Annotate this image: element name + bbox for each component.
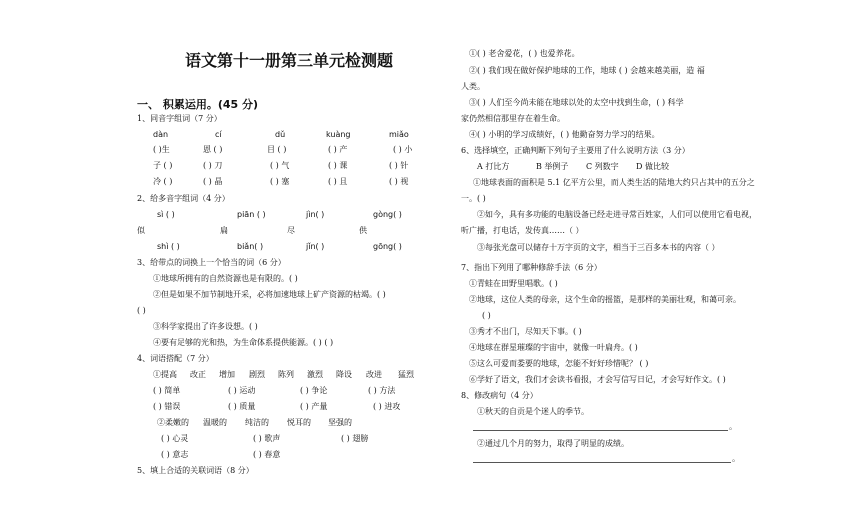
q8-label: 8、修改病句（4 分） <box>461 391 538 400</box>
blank-cell: ( ) 小 <box>393 145 413 154</box>
polyphone-char: 扁 <box>220 226 228 235</box>
question-item: ①青蛙在田野里唱歌。( ) <box>469 279 558 288</box>
word-option: 猛烈 <box>398 370 414 379</box>
pinyin: dàn <box>153 130 169 139</box>
question-item: ④要有足够的光和热，为生命体系提供能源。( ) ( ) <box>153 338 334 347</box>
blank-cell: ( ) 且 <box>328 177 348 186</box>
polyphone-row: gōng( ) <box>373 242 402 251</box>
q6-label: 6、选择填空，正确判断下列句子主要用了什么说明方法（3 分） <box>461 146 690 155</box>
question-item: ③秀才不出门，尽知天下事。( ) <box>469 327 582 336</box>
line-period: 。 <box>732 454 740 463</box>
word-option: 陈列 <box>278 370 294 379</box>
blank-cell: ( ) 塞 <box>270 177 290 186</box>
match-blank: ( ) 方法 <box>368 386 396 395</box>
question-item: ( ) <box>482 311 491 320</box>
question-item: ①( ) 老舍爱花，( ) 也爱养花。 <box>469 49 580 58</box>
word-option: 降设 <box>336 370 352 379</box>
choice-option: C 列数字 <box>586 162 619 171</box>
pinyin: kuàng <box>326 130 351 139</box>
match-blank: ( ) 进攻 <box>373 402 401 411</box>
blank-cell: ( ) 视 <box>389 177 409 186</box>
match-blank: ( ) 质量 <box>228 402 256 411</box>
question-item: ④( ) 小明的学习成绩好，( ) 他勤奋努力学习的结果。 <box>469 130 660 139</box>
blank-cell: ( ) 气 <box>270 161 290 170</box>
answer-line[interactable] <box>473 430 728 431</box>
polyphone-char: 供 <box>359 226 367 235</box>
polyphone-row: sì ( ) <box>157 210 175 219</box>
match-blank: ( ) 错误 <box>153 402 181 411</box>
blank-cell: ( ) 针 <box>389 161 409 170</box>
line-period: 。 <box>729 422 737 431</box>
blank-cell: 目 ( ) <box>267 145 287 154</box>
match-blank: ( ) 争论 <box>300 386 328 395</box>
question-item: 人类。 <box>461 82 485 91</box>
word-option: 剧烈 <box>249 370 265 379</box>
word-option: 增加 <box>219 370 235 379</box>
word-option: 改进 <box>366 370 382 379</box>
question-item: ⑤这么可爱而娄要的地球，怎能不好好珍惜呢？ ( ) <box>469 359 649 368</box>
choice-option: A 打比方 <box>477 162 510 171</box>
match-blank: ( ) 产量 <box>300 402 328 411</box>
question-item: 听广播，打电话，发传真……（ ） <box>461 226 584 235</box>
match-blank: ( ) 春意 <box>253 450 281 459</box>
question-item: ②通过几个月的努力，取得了明显的成绩。 <box>477 439 629 448</box>
choice-option: D 做比较 <box>636 162 669 171</box>
pinyin: miǎo <box>389 130 409 139</box>
match-blank: ( ) 运动 <box>228 386 256 395</box>
polyphone-row: biǎn( ) <box>237 242 264 251</box>
blank-cell: ( ) 产 <box>328 145 348 154</box>
pinyin: dǔ <box>275 130 286 139</box>
word-option: 激烈 <box>307 370 323 379</box>
question-item: 一。( ) <box>461 194 486 203</box>
polyphone-row: gòng( ) <box>373 210 402 219</box>
match-blank: ( ) 歌声 <box>253 434 281 443</box>
question-item: ①地球表面的面积是 5.1 亿平方公里，而人类生活的陆地大约只占其中的五分之 <box>473 178 755 187</box>
question-item: 家仍然相信那里存在着生命。 <box>461 114 565 123</box>
question-item: ③每张光盘可以储存十万字页的文字，相当于三百多本书的内容（ ） <box>477 243 720 252</box>
pinyin: cí <box>215 130 222 139</box>
word-option: 改正 <box>190 370 206 379</box>
match-blank: ( ) 心灵 <box>161 434 189 443</box>
section-heading: 一、 积累运用。(45 分) <box>137 98 259 111</box>
question-item: ③( ) 人们至今尚未能在地球以处的太空中找到生命，( ) 科学 <box>469 98 684 107</box>
polyphone-row: piān ( ) <box>237 210 266 219</box>
word-option: 坚强的 <box>328 418 352 427</box>
match-blank: ( ) 意志 <box>161 450 189 459</box>
word-option: 温暖的 <box>203 418 227 427</box>
choice-option: B 举例子 <box>536 162 569 171</box>
question-item: ②但是如果不加节制地开采，必将加速地球上矿产资源的枯竭。( ) <box>153 290 386 299</box>
polyphone-char: 尽 <box>287 226 295 235</box>
q5-label: 5、填上合适的关联词语（8 分） <box>137 466 254 475</box>
answer-line[interactable] <box>473 462 731 463</box>
q1-label: 1、同音字组词（7 分） <box>137 114 222 123</box>
blank-cell: ( ) 课 <box>328 161 348 170</box>
blank-cell: ( )生 <box>153 145 170 154</box>
question-item: ②如今，具有多功能的电脑设备已经走进寻常百姓家，人们可以使用它看电视， <box>477 210 757 219</box>
word-option: 纯洁的 <box>245 418 269 427</box>
q4-label: 4、词语搭配（7 分） <box>137 354 214 363</box>
blank-cell: ( ) 晶 <box>203 177 223 186</box>
word-option: ①提高 <box>153 370 177 379</box>
question-item: ②( ) 我们现在做好保护地球的工作，地球 ( ) 会越来越美丽，造 福 <box>469 66 705 75</box>
polyphone-char: 似 <box>137 226 145 235</box>
q7-label: 7、指出下列用了哪种修辞手法（6 分） <box>461 263 602 272</box>
blank-cell: 冷 ( ) <box>153 177 173 186</box>
q3-label: 3、给带点的词换上一个恰当的词（6 分） <box>137 258 286 267</box>
question-item: ①秋天的自贡是个迷人的季节。 <box>477 407 589 416</box>
question-item: ①地球所拥有的自然资源也是有限的。( ) <box>153 274 298 283</box>
question-item: ( ) <box>137 306 146 315</box>
q2-label: 2、给多音字组词（4 分） <box>137 194 230 203</box>
match-blank: ( ) 简单 <box>153 386 181 395</box>
page-title: 语文第十一册第三单元检测题 <box>185 51 394 70</box>
blank-cell: 恩 ( ) <box>203 145 223 154</box>
question-item: ③科学家提出了许多设想。( ) <box>153 322 258 331</box>
word-option: 悦耳的 <box>287 418 311 427</box>
blank-cell: ( ) 刀 <box>203 161 223 170</box>
question-item: ②地球，这位人类的母亲，这个生命的摇篮，是那样的美丽壮观，和蔼可亲。 <box>469 295 741 304</box>
question-item: ⑥学好了语文，我们才会读书看报，才会写信写日记，才会写好作文。( ) <box>469 375 726 384</box>
word-option: ②柔嫩的 <box>157 418 189 427</box>
match-blank: ( ) 翅膀 <box>341 434 369 443</box>
polyphone-row: jìn( ) <box>306 210 325 219</box>
question-item: ④地球在群星璀璨的宇宙中，就像一叶扁舟。( ) <box>469 343 638 352</box>
polyphone-row: jǐn( ) <box>306 242 325 251</box>
polyphone-row: shì ( ) <box>157 242 180 251</box>
blank-cell: 子 ( ) <box>153 161 173 170</box>
